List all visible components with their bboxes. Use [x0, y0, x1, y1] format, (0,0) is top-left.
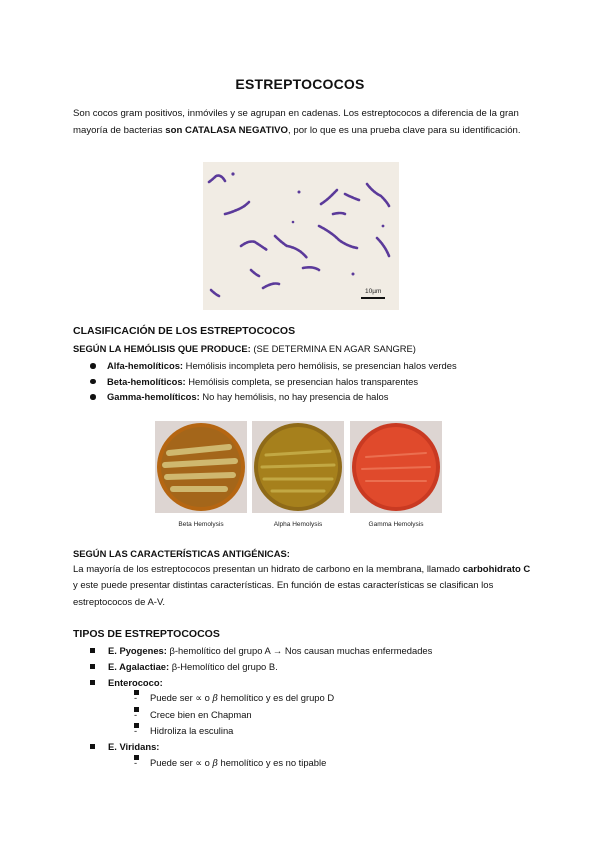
item-term: Beta-hemolíticos:: [107, 375, 186, 387]
viridans-sublist: [132, 755, 432, 772]
hemolysis-heading: SEGÚN LA HEMÓLISIS QUE PRODUCE:: [73, 343, 251, 354]
plate-beta: [155, 421, 247, 528]
chain: [211, 290, 219, 296]
tipos-list: [87, 643, 432, 771]
streptococcus-micrograph: [203, 162, 399, 310]
antigenicas-heading: SEGÚN LAS CARACTERÍSTICAS ANTIGÉNICAS:: [73, 548, 290, 559]
hemolysis-note: (SE DETERMINA EN AGAR SANGRE): [250, 343, 416, 354]
sub-item: - Crece bien en Chapman: [132, 707, 432, 723]
hemolysis-list: [87, 358, 457, 405]
item-term: Enterococo:: [108, 676, 163, 688]
item-term: E. Pyogenes:: [108, 645, 167, 656]
chain: [319, 226, 357, 248]
chain: [377, 238, 389, 256]
chain: [275, 236, 307, 258]
plate-alpha: [252, 421, 344, 528]
chain: [209, 176, 225, 182]
item-term: E. Agalactiae:: [108, 660, 170, 672]
antig-text-1: La mayoría de los estreptococos presentan un hidrato de carbono en la membrana, llamado: [73, 564, 463, 575]
enterococo-sublist: [132, 690, 432, 738]
sub-text: Puede ser ∝ o: [150, 692, 213, 704]
antig-bold: carbohidrato C: [462, 564, 531, 575]
sub-item: - Hidroliza la esculina: [132, 723, 432, 739]
item-term: E. Viridans:: [108, 740, 160, 752]
item-term: Gamma-hemolíticos:: [107, 391, 200, 403]
plate-gamma: [350, 421, 442, 528]
antig-text-2: y este puede presentar distintas características. En función de estas características se clasifican los estreptococos de A-V.: [73, 580, 494, 608]
list-item: [87, 659, 432, 675]
item-desc: Hemólisis incompleta pero hemólisis, se presencian halos verdes: [183, 360, 457, 371]
sub-item: [132, 755, 432, 772]
plate-caption: Beta Hemolysis: [178, 521, 224, 528]
scale-bar: [361, 297, 385, 299]
beta-symbol: β: [212, 693, 218, 705]
section-heading-clasificacion: CLASIFICACIÓN DE LOS ESTREPTOCOCOS: [73, 325, 296, 337]
item-desc: Hemólisis completa, se presencian halos transparentes: [185, 375, 419, 387]
intro-paragraph: [73, 106, 533, 139]
page-title: ESTREPTOCOCOS: [235, 76, 365, 92]
chain: [303, 267, 319, 270]
item-desc: No hay hemólisis, no hay presencia de halos: [199, 391, 389, 403]
chain: [241, 242, 267, 251]
list-item: [87, 389, 457, 405]
sub-text: Puede ser ∝ o: [150, 756, 213, 768]
list-item: [87, 675, 432, 739]
chain: [225, 202, 249, 214]
section-heading-tipos: TIPOS DE ESTREPTOCOCOS: [73, 628, 220, 640]
beta-symbol: β: [212, 757, 218, 769]
chain: [345, 194, 359, 200]
antigenicas-paragraph: [73, 562, 533, 611]
hemolysis-subheading: [73, 343, 416, 354]
list-item: [87, 374, 457, 390]
chain: [321, 190, 337, 204]
list-item: [87, 739, 432, 772]
sub-text: hemolítico y es no tipable: [217, 756, 327, 768]
sub-text: hemolítico y es del grupo D: [217, 692, 335, 704]
chain: [263, 284, 279, 289]
blood-agar-plates: [155, 421, 443, 535]
item-desc: β-Hemolítico del grupo B.: [169, 660, 278, 672]
chain: [251, 270, 259, 276]
list-item: [87, 358, 457, 374]
chain: [367, 184, 389, 206]
list-item: [87, 643, 432, 659]
sub-item: [132, 690, 432, 707]
item-term: Alfa-hemolíticos:: [107, 360, 184, 371]
intro-text-1: Son cocos gram positivos, inmóviles y se agrupan en cadenas. Los estreptococos a diferencia de la gran mayoría de bacterias: [73, 108, 519, 136]
item-desc: β-hemolítico del grupo A → Nos causan muchas enfermedades: [166, 645, 433, 656]
chain: [333, 213, 345, 214]
scale-label: 10µm: [365, 288, 382, 295]
intro-bold: son CATALASA NEGATIVO: [165, 124, 289, 136]
intro-text-2: , por lo que es una prueba clave para su identificación.: [288, 124, 521, 136]
plate-caption: Alpha Hemolysis: [273, 521, 323, 528]
plate-caption: Gamma Hemolysis: [368, 521, 424, 528]
